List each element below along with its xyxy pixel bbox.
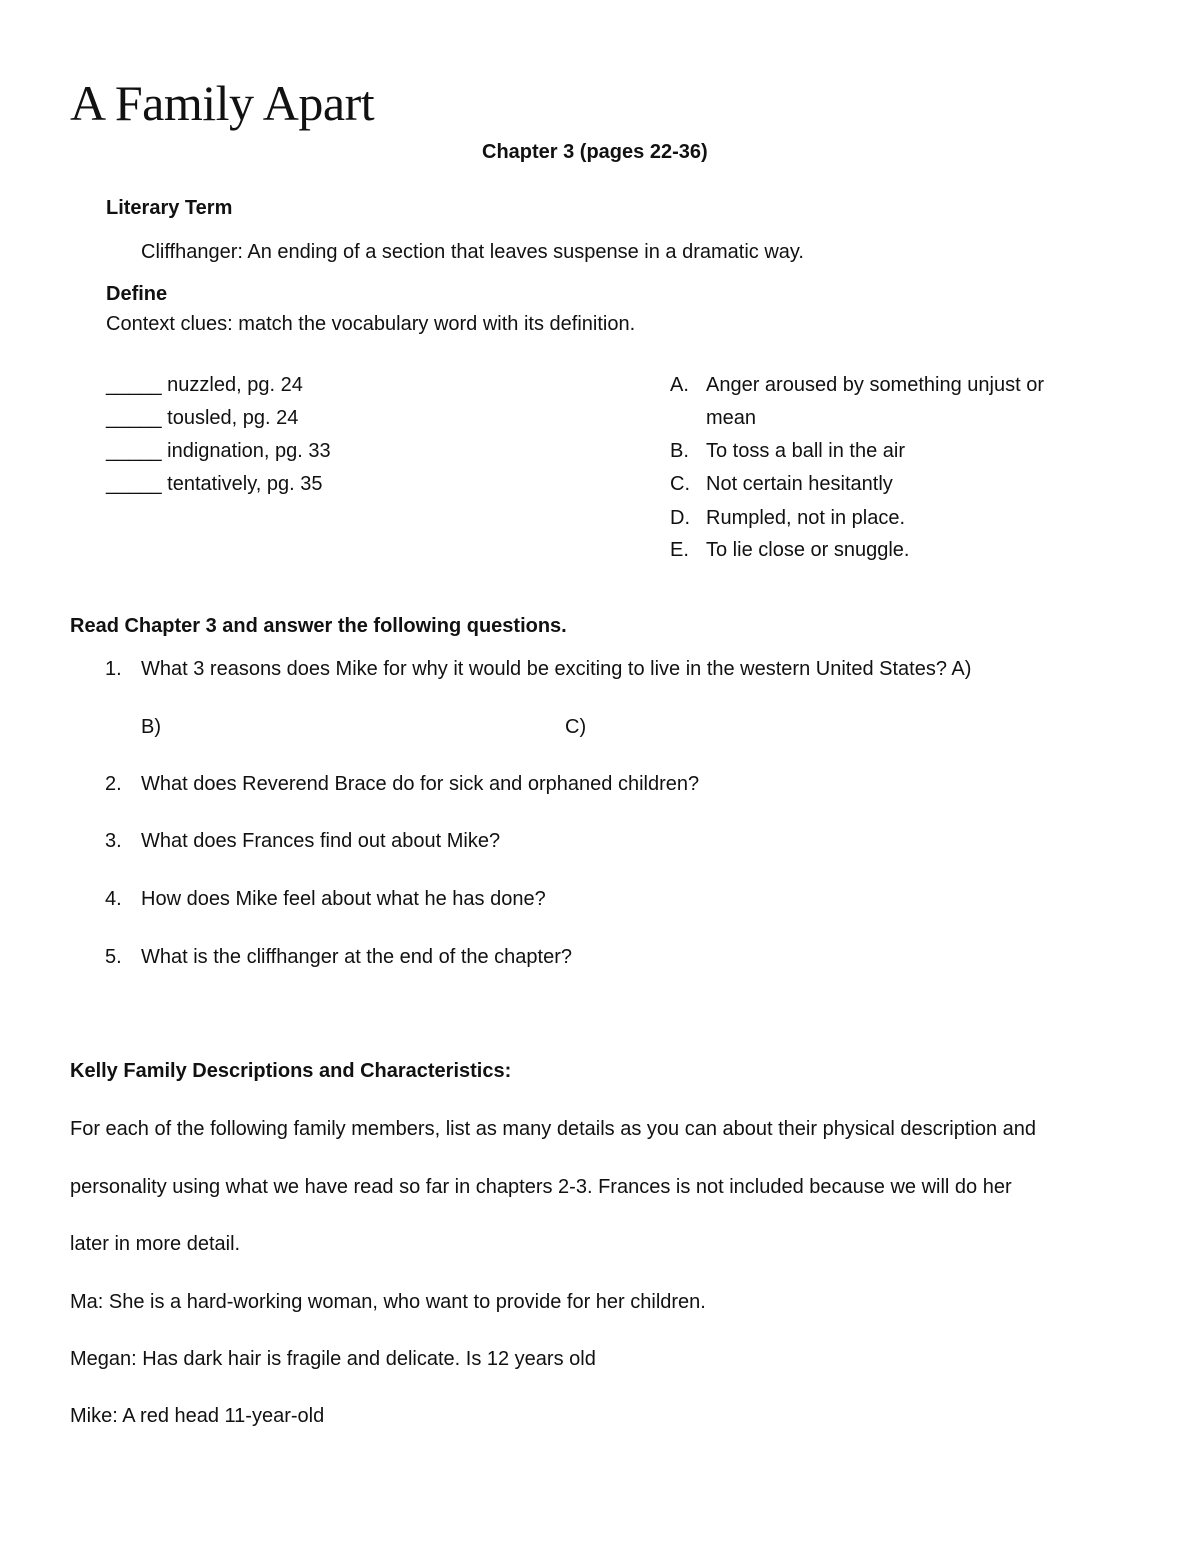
question-text: What does Reverend Brace do for sick and orphaned children?	[141, 773, 700, 795]
definition-text: Rumpled, not in place.	[706, 507, 906, 529]
literary-term-heading: Literary Term	[106, 197, 233, 219]
question-number: 5.	[105, 946, 122, 968]
definition-item	[670, 440, 905, 463]
question-item	[105, 773, 699, 796]
definition-letter: C.	[670, 473, 690, 495]
definition-letter: A.	[670, 374, 689, 396]
question-item	[105, 946, 572, 969]
question-number: 1.	[105, 658, 122, 680]
vocab-word: _____ nuzzled, pg. 24	[106, 374, 303, 396]
definition-text: Anger aroused by something unjust or	[706, 374, 1044, 396]
define-instructions: Context clues: match the vocabulary word with its definition.	[106, 313, 636, 335]
definition-letter: D.	[670, 507, 690, 529]
definition-text-continued: mean	[706, 407, 757, 429]
question-text: What is the cliffhanger at the end of the chapter?	[141, 946, 573, 968]
vocab-word: _____ tousled, pg. 24	[106, 407, 299, 429]
family-member-ma: Ma: She is a hard-working woman, who want to provide for her children.	[70, 1291, 706, 1313]
definition-letter: E.	[670, 539, 689, 561]
question-text: What does Frances find out about Mike?	[141, 830, 501, 852]
definition-text: To lie close or snuggle.	[706, 539, 910, 561]
define-heading: Define	[106, 283, 168, 305]
question-text: What 3 reasons does Mike for why it would be exciting to live in the western United States? A)	[141, 658, 972, 680]
question-number: 2.	[105, 773, 122, 795]
question-item	[105, 830, 500, 853]
document-title: A Family Apart	[70, 75, 375, 131]
definition-item	[670, 539, 909, 562]
chapter-heading: Chapter 3 (pages 22-36)	[482, 141, 708, 163]
question-number: 4.	[105, 888, 122, 910]
definition-text: To toss a ball in the air	[706, 440, 905, 462]
answer-label-b: B)	[141, 716, 161, 738]
literary-term-definition: Cliffhanger: An ending of a section that leaves suspense in a dramatic way.	[141, 241, 804, 263]
definition-item	[670, 374, 1044, 397]
family-heading: Kelly Family Descriptions and Characteristics:	[70, 1060, 512, 1082]
instructions-line: later in more detail.	[70, 1233, 241, 1255]
definition-item	[670, 507, 905, 530]
question-item	[105, 658, 971, 681]
instructions-line: personality using what we have read so far in chapters 2-3. Frances is not included because we will do her	[70, 1176, 1012, 1198]
question-text: How does Mike feel about what he has done?	[141, 888, 546, 910]
definition-item	[670, 473, 893, 496]
definition-letter: B.	[670, 440, 689, 462]
definition-text: Not certain hesitantly	[706, 473, 893, 495]
question-number: 3.	[105, 830, 122, 852]
vocab-word: _____ tentatively, pg. 35	[106, 473, 323, 495]
questions-heading: Read Chapter 3 and answer the following questions.	[70, 615, 567, 637]
family-member-megan: Megan: Has dark hair is fragile and delicate. Is 12 years old	[70, 1348, 596, 1370]
family-member-mike: Mike: A red head 11-year-old	[70, 1405, 325, 1427]
vocab-word: _____ indignation, pg. 33	[106, 440, 331, 462]
answer-label-c: C)	[565, 716, 587, 738]
question-item	[105, 888, 546, 911]
instructions-line: For each of the following family members, list as many details as you can about their physical description and	[70, 1118, 1037, 1140]
